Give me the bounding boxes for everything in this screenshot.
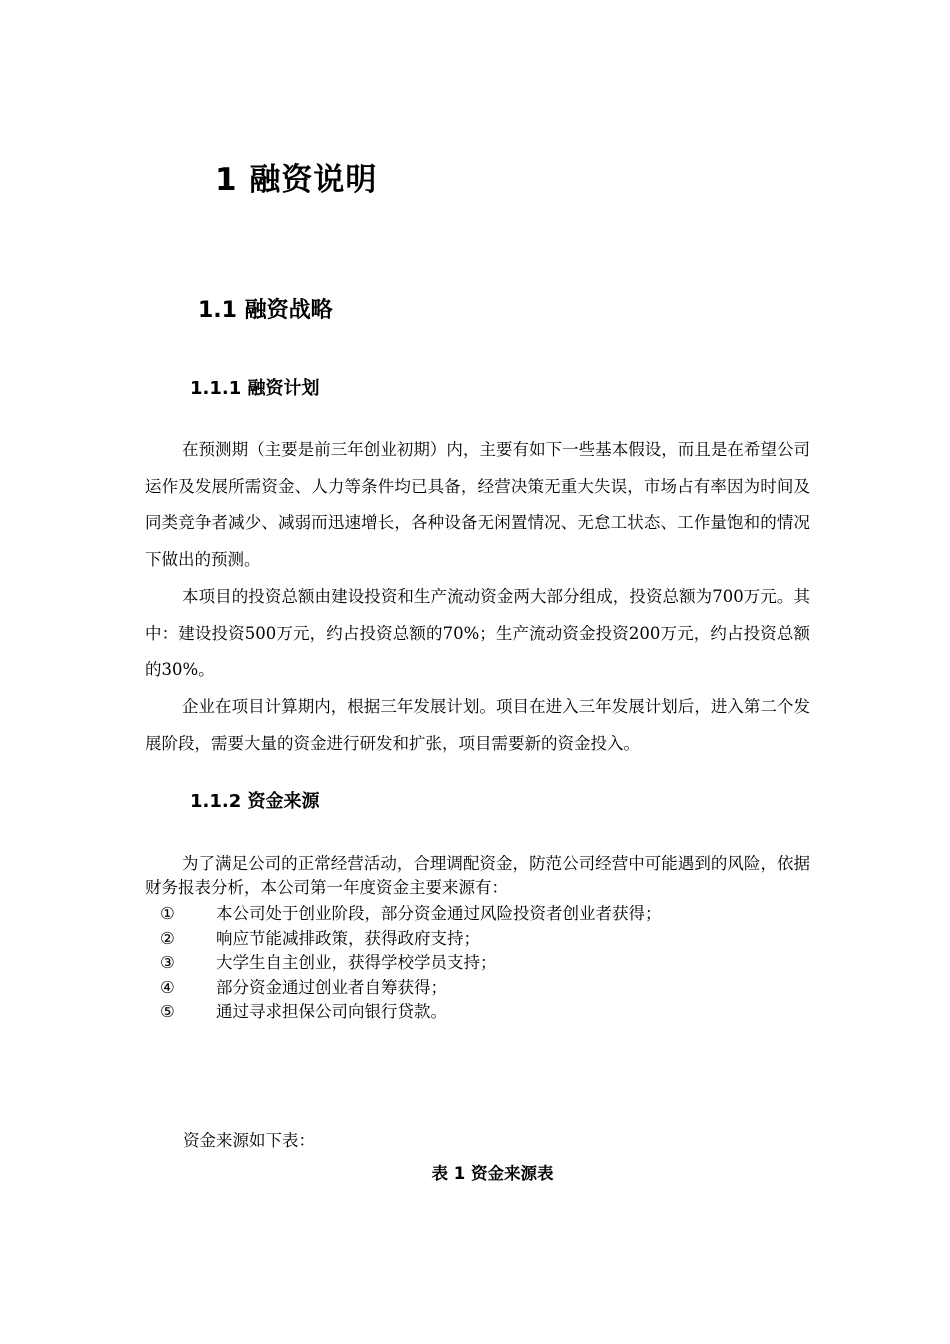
list-item: ⑤ 通过寻求担保公司向银行贷款。 (160, 1002, 447, 1021)
table-caption: 表 1 资金来源表 (431, 1164, 554, 1183)
chapter-heading: 1 融资说明 (215, 162, 378, 198)
list-item: ③ 大学生自主创业，获得学校学员支持； (160, 953, 497, 972)
list-item: ② 响应节能减排政策，获得政府支持； (160, 928, 480, 948)
table-lead-text: 资金来源如下表： (183, 1131, 315, 1150)
paragraph-funding-intro: 为了满足公司的正常经营活动，合理调配资金，防范公司经营中可能遇到的风险，依据财务报表分析，本公司第一年度资金主要来源有： (145, 854, 810, 897)
paragraph-development: 企业在项目计算期内，根据三年发展计划。项目在进入三年发展计划后，进入第二个发展阶段，需要大量的资金进行研发和扩张，项目需要新的资金投入。 (145, 697, 810, 753)
list-item: ① 本公司处于创业阶段，部分资金通过风险投资者创业者获得； (160, 904, 662, 923)
funding-source-list (160, 902, 662, 1025)
paragraph-investment: 本项目的投资总额由建设投资和生产流动资金两大部分组成，投资总额为700万元。其中：建设投资500万元，约占投资总额的70%；生产流动资金投资200万元，约占投资总额的30%。 (145, 587, 810, 679)
section-heading: 1.1 融资战略 (198, 298, 333, 323)
subsection-heading-plan: 1.1.1 融资计划 (190, 378, 320, 399)
paragraph-assumptions: 在预测期（主要是前三年创业初期）内，主要有如下一些基本假设，而且是在希望公司运作及发展所需资金、人力等条件均已具备，经营决策无重大失误，市场占有率因为时间及同类竞争者减少、减弱而迅速增长，各种设备无闲置情况、无怠工状态、工作量饱和的情况下做出的预测。 (145, 440, 810, 569)
subsection-heading-source: 1.1.2 资金来源 (190, 791, 320, 812)
list-item: ④ 部分资金通过创业者自筹获得； (160, 977, 447, 997)
